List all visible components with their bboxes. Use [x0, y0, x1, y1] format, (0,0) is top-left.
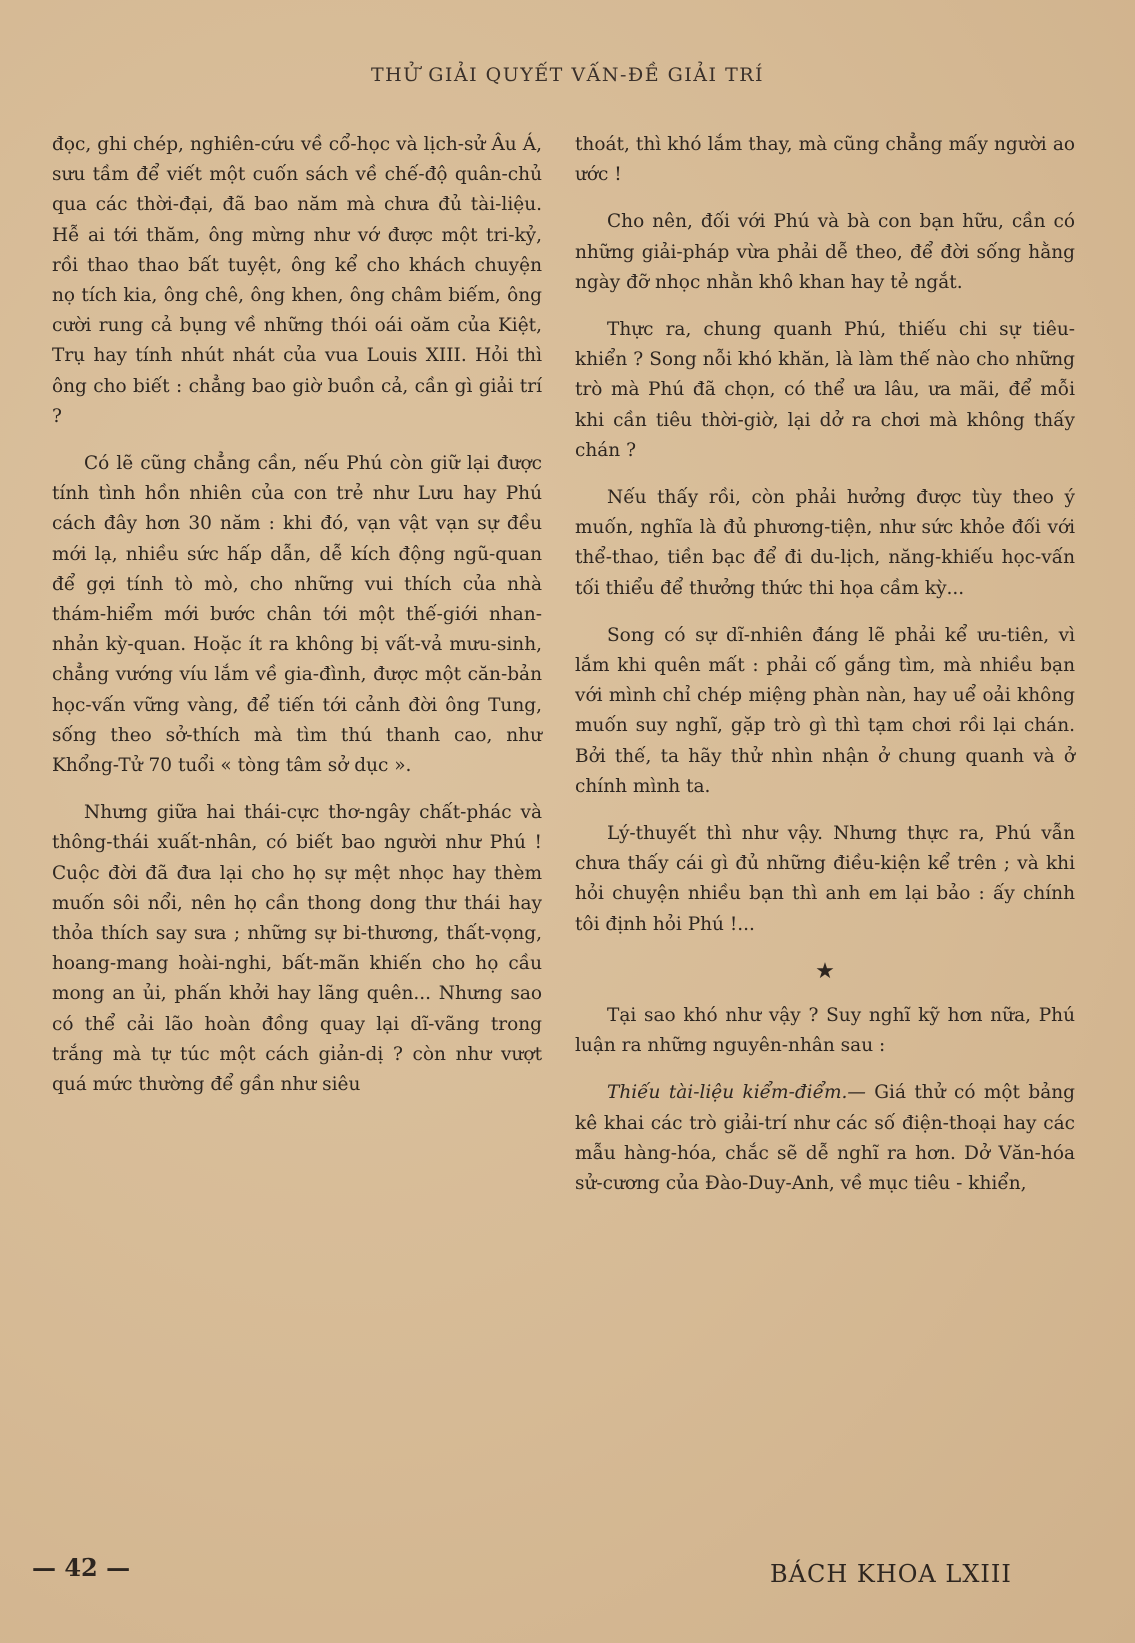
right-paragraph-5: Song có sự dĩ-nhiên đáng lẽ phải kể ưu-tiên, vì lắm khi quên mất : phải cố gắng tìm, mà nhiều bạn với mình chỉ chép miệng phàn nàn, hay uể oải không muốn suy nghĩ, gặp trò gì thì tạm chơi rồi lại chán. Bởi thế, ta hãy thử nhìn nhận ở chung quanh và ở chính mình ta.: [575, 624, 1075, 797]
left-paragraph-1: đọc, ghi chép, nghiên-cứu về cổ-học và lịch-sử Âu Á, sưu tầm để viết một cuốn sách về chế-độ quân-chủ qua các thời-đại, đã bao năm mà chưa đủ tài-liệu. Hễ ai tới thăm, ông mừng như vớ được một tri-kỷ, rồi thao thao bất tuyệt, ông kể cho khách chuyện nọ tích kia, ông chê, ông khen, ông châm biếm, ông cười rung cả bụng về những thói oái oăm của Kiệt, Trụ hay tính nhút nhát của vua Louis XIII. Hỏi thì ông cho biết : chẳng bao giờ buồn cả, cần gì giải trí ?: [52, 134, 542, 427]
page-number: — 42 —: [32, 1553, 131, 1582]
right-paragraph-8: [575, 1078, 1075, 1199]
right-paragraph-1: thoát, thì khó lắm thay, mà cũng chẳng mấy người ao ước !: [575, 134, 1075, 186]
running-header: THỬ GIẢI QUYẾT VẤN-ĐỀ GIẢI TRÍ: [370, 64, 765, 86]
right-paragraph-3: Thực ra, chung quanh Phú, thiếu chi sự tiêu-khiển ? Song nỗi khó khăn, là làm thế nào cho những trò mà Phú đã chọn, có thể ưa lâu, ưa mãi, để mỗi khi cần tiêu thời-giờ, lại dở ra chơi mà không thấy chán ?: [575, 319, 1075, 461]
right-column: [575, 130, 1075, 1216]
left-column: [52, 130, 542, 1117]
right-paragraph-4: Nếu thấy rồi, còn phải hưởng được tùy theo ý muốn, nghĩa là đủ phương-tiện, như sức khỏe đối với thể-thao, tiền bạc để đi du-lịch, năng-khiếu học-vấn tối thiểu để thưởng thức thi họa cầm kỳ...: [575, 487, 1075, 599]
right-paragraph-6: Lý-thuyết thì như vậy. Nhưng thực ra, Phú vẫn chưa thấy cái gì đủ những điều-kiện kể trên ; và khi hỏi chuyện nhiều bạn thì anh em lại bảo : ấy chính tôi định hỏi Phú !...: [575, 823, 1075, 935]
right-paragraph-7: Tại sao khó như vậy ? Suy nghĩ kỹ hơn nữa, Phú luận ra những nguyên-nhân sau :: [575, 1005, 1075, 1057]
section-star-separator: ★: [815, 958, 835, 984]
left-paragraph-3: Nhưng giữa hai thái-cực thơ-ngây chất-phác và thông-thái xuất-nhân, có biết bao người như Phú ! Cuộc đời đã đưa lại cho họ sự mệt nhọc hay thèm muốn sôi nổi, nên họ cần thong dong thư thái hay thỏa thích say sưa ; những sự bi-thương, thất-vọng, hoang-mang hoài-nghi, bất-mãn khiến cho họ cầu mong an ủi, phấn khởi hay lãng quên... Nhưng sao có thể cải lão hoàn đồng quay lại dĩ-vãng trong trắng mà tự túc một cách giản-dị ? còn như vượt quá mức thường để gần như siêu: [52, 802, 542, 1096]
right-paragraph-2: Cho nên, đối với Phú và bà con bạn hữu, cần có những giải-pháp vừa phải dễ theo, để đời sống hằng ngày đỡ nhọc nhằn khô khan hay tẻ ngắt.: [575, 211, 1075, 293]
left-paragraph-2: Có lẽ cũng chẳng cần, nếu Phú còn giữ lại được tính tình hồn nhiên của con trẻ như Lưu hay Phú cách đây hơn 30 năm : khi đó, vạn vật vạn sự đều mới lạ, nhiều sức hấp dẫn, dễ kích động ngũ-quan để gợi tính tò mò, cho những vui thích của nhà thám-hiểm mới bước chân tới một thế-giới nhan-nhản kỳ-quan. Hoặc ít ra không bị vất-vả mưu-sinh, chẳng vướng víu lắm về gia-đình, được một căn-bản học-vấn vững vàng, để tiến tới cảnh đời ông Tung, sống theo sở-thích mà tìm thú thanh cao, như Khổng-Tử 70 tuổi « tòng tâm sở dục ».: [52, 453, 542, 777]
subheading-italic: Thiếu tài-liệu kiểm-điểm.—: [607, 1082, 866, 1104]
right-paragraph-8-text: Giá thử có một bảng kê khai các trò giải-trí như các số điện-thoại hay các mẫu hàng-hóa, chắc sẽ dễ nghĩ ra hơn. Dở Văn-hóa sử-cương của Đào-Duy-Anh, về mục tiêu - khiển,: [575, 1082, 1075, 1195]
publication-name: BÁCH KHOA LXIII: [770, 1560, 1012, 1588]
